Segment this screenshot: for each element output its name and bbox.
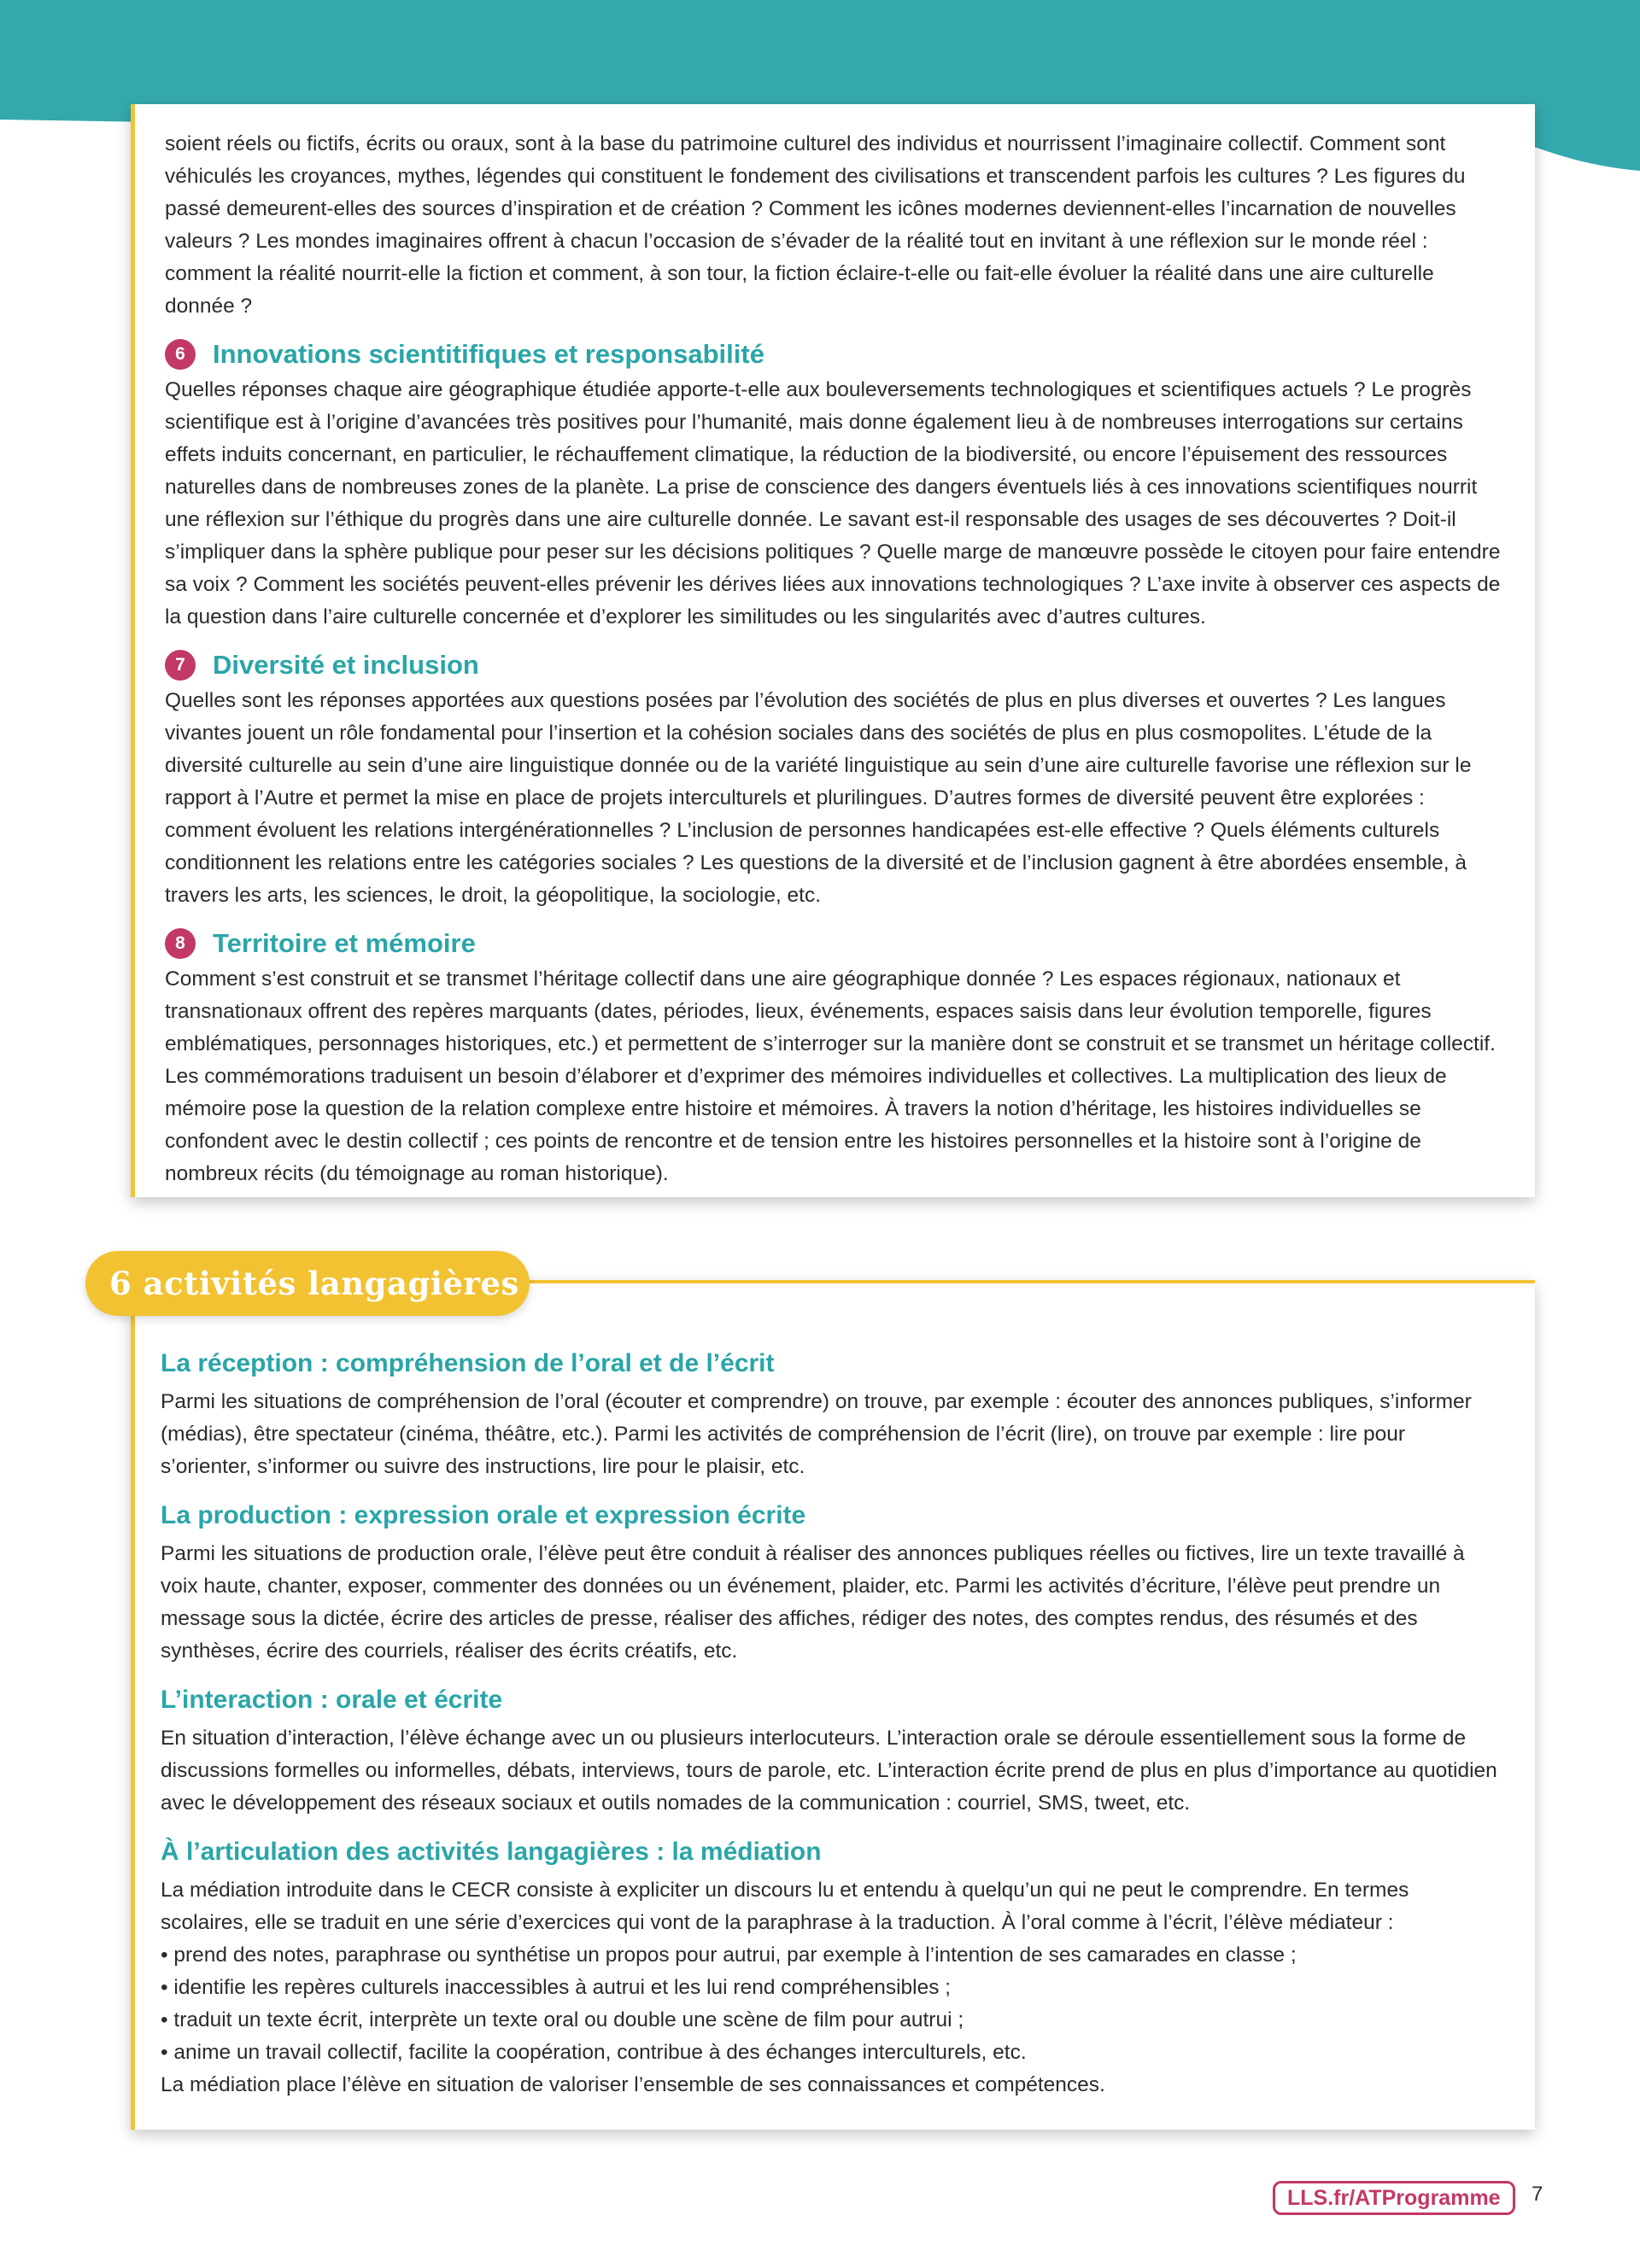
axis-intro-text: soient réels ou fictifs, écrits ou oraux, sont à la base du patrimoine culturel des individus et nourrissent l’imaginaire collectif. Comment sont véhiculés les croyances, mythes, légendes qui constituent le fondement des civilisations et transcendent parfois les cultures ? Les figures du passé demeurent-elles des sources d’inspiration et de création ? Comment les icônes modernes deviennent-elles l’incarnation de nouvelles valeurs ? Les mondes imaginaires offrent à chacun l’occasion de s’évader de la réalité tout en invitant à une réflexion sur le monde réel : comment la réalité nourrit-elle la fiction et comment, à son tour, la fiction éclaire-t-elle ou fait-elle évoluer la réalité dans une aire culturelle donnée ? bbox=[165, 132, 1466, 318]
page-number: 7 bbox=[1532, 2183, 1543, 2206]
axis-section-6 bbox=[165, 335, 1501, 634]
axis-section-title: Innovations scientitifiques et responsabilité bbox=[213, 339, 764, 369]
axis-section-text: Quelles sont les réponses apportées aux questions posées par l’évolution des sociétés de plus en plus diverses et ouvertes ? Les langues vivantes jouent un rôle fondamental pour l’insertion et la cohésion sociales dans des sociétés de plus en plus cosmopolites. L’étude de la diversité culturelle au sein d’une aire linguistique donnée ou de la variété linguistique au sein d’une aire culturelle favorise une réflexion sur le rapport à l’Autre et permet la mise en place de projets interculturels et plurilingues. D’autres formes de diversité peuvent être explorées : comment évoluent les relations intergénérationnelles ? L’inclusion de personnes handicapées est-elle effective ? Quels éléments culturels conditionnent les relations entre les catégories sociales ? Les questions de la diversité et de l’inclusion gagnent à être abordées ensemble, à travers les arts, les sciences, le droit, la géopolitique, la sociologie, etc. bbox=[165, 689, 1472, 907]
section-tab-label: 6 activités langagières bbox=[109, 1265, 519, 1302]
activity-interaction bbox=[161, 1681, 1501, 1820]
axis-section-title: Territoire et mémoire bbox=[213, 928, 476, 958]
activity-text: En situation d’interaction, l’élève échange avec un ou plusieurs interlocuteurs. L’interaction orale se déroule essentiellement sous la forme de discussions formelles ou informelles, débats, interviews, tours de parole, etc. L’interaction écrite prend de plus en plus d’importance au quotidien avec le développement des réseaux sociaux et outils nomades de la communication : courriel, SMS, tweet, etc. bbox=[161, 1727, 1497, 1815]
axis-section-header bbox=[165, 924, 1501, 963]
axis-section-text: Comment s’est construit et se transmet l’héritage collectif dans une aire géographique donnée ? Les espaces régionaux, nationaux et transnationaux offrent des repères marquants (dates, périodes, lieux, événements, espaces saisis dans leur évolution temporelle, figures emblématiques, personnages historiques, etc.) et permettent de s’interroger sur la manière dont se construit et se transmet un héritage collectif. Les commémorations traduisent un besoin d’élaborer et d’exprimer des mémoires individuelles et collectives. La multiplication des lieux de mémoire pose la question de la relation complexe entre histoire et mémoires. À travers la notion d’héritage, les histoires individuelles se confondent avec le destin collectif ; ces points de rencontre et de tension entre les histoires personnelles et la histoire sont à l’origine de nombreux récits (du témoignage au roman historique). bbox=[165, 967, 1496, 1185]
mediation-intro: La médiation introduite dans le CECR consiste à expliciter un discours lu et entendu à quelqu’un qui ne peut le comprendre. En termes scolaires, elle se traduit en une série d’exercices qui vont de la paraphrase à la traduction. À l’oral comme à l’écrit, l’élève médiateur : bbox=[161, 1879, 1409, 1934]
activity-title: À l’articulation des activités langagières : la médiation bbox=[161, 1838, 822, 1866]
list-item: • anime un travail collectif, facilite la coopération, contribue à des échanges interculturels, etc. bbox=[161, 2037, 1501, 2069]
list-item: • identifie les repères culturels inaccessibles à autrui et les lui rend compréhensibles ; bbox=[161, 1972, 1501, 2004]
mediation-conclusion: La médiation place l’élève en situation de valoriser l’ensemble de ses connaissances et compétences. bbox=[161, 2073, 1105, 2096]
axis-section-8 bbox=[165, 924, 1501, 1190]
mediation-bullet-list bbox=[161, 1939, 1501, 2069]
activities-card bbox=[131, 1280, 1535, 2130]
axes-card bbox=[131, 104, 1535, 1197]
activity-title: La réception : compréhension de l’oral et de l’écrit bbox=[161, 1349, 775, 1377]
section-tab bbox=[85, 1251, 530, 1316]
axis-number-badge: 7 bbox=[165, 650, 196, 681]
axis-section-header bbox=[165, 335, 1501, 374]
activity-text: Parmi les situations de compréhension de l’oral (écouter et comprendre) on trouve, par exemple : écouter des annonces publiques, s’informer (médias), être spectateur (cinéma, théâtre, etc.). Parmi les activités de compréhension de l’écrit (lire), on trouve par exemple : lire pour s’orienter, s’informer ou suivre des instructions, lire pour le plaisir, etc. bbox=[161, 1390, 1472, 1478]
list-item: • prend des notes, paraphrase ou synthétise un propos pour autrui, par exemple à l’intention de ses camarades en classe ; bbox=[161, 1939, 1501, 1972]
axis-number-badge: 8 bbox=[165, 928, 196, 959]
activity-mediation bbox=[161, 1833, 1501, 2101]
footer-link[interactable]: LLS.fr/ATProgramme bbox=[1273, 2181, 1515, 2215]
axis-section-header bbox=[165, 646, 1501, 685]
axis-number-badge: 6 bbox=[165, 339, 196, 370]
axis-section-7 bbox=[165, 646, 1501, 912]
axis-section-title: Diversité et inclusion bbox=[213, 650, 479, 680]
activity-title: La production : expression orale et expression écrite bbox=[161, 1501, 806, 1529]
activity-reception bbox=[161, 1345, 1501, 1483]
activity-production bbox=[161, 1497, 1501, 1668]
list-item: • traduit un texte écrit, interprète un texte oral ou double une scène de film pour autrui ; bbox=[161, 2004, 1501, 2037]
activity-title: L’interaction : orale et écrite bbox=[161, 1686, 503, 1714]
activity-text: Parmi les situations de production orale, l’élève peut être conduit à réaliser des annonces publiques réelles ou fictives, lire un texte travaillé à voix haute, chanter, exposer, commenter des données ou un événement, plaider, etc. Parmi les activités d’écriture, l’élève peut prendre un message sous la dictée, écrire des articles de presse, réaliser des affiches, rédiger des notes, des comptes rendus, des résumés et des synthèses, écrire des courriels, réaliser des écrits créatifs, etc. bbox=[161, 1542, 1465, 1663]
axis-section-text: Quelles réponses chaque aire géographique étudiée apporte-t-elle aux bouleversements technologiques et scientifiques actuels ? Le progrès scientifique est à l’origine d’avancées très positives pour l’humanité, mais donne également lieu à de nombreuses interrogations sur certains effets induits concernant, en particulier, le réchauffement climatique, la réduction de la biodiversité, ou encore l’épuisement des ressources naturelles dans de nombreuses zones de la planète. La prise de conscience des dangers éventuels liés à ces innovations scientifiques nourrit une réflexion sur l’éthique du progrès dans une aire culturelle donnée. Le savant est-il responsable des usages de ses découvertes ? Doit-il s’impliquer dans la sphère publique pour peser sur les décisions politiques ? Quelle marge de manœuvre possède le citoyen pour faire entendre sa voix ? Comment les sociétés peuvent-elles prévenir les dérives liées aux innovations technologiques ? L’axe invite à observer ces aspects de la question dans l’aire culturelle concernée et d’explorer les similitudes ou les singularités avec d’autres cultures. bbox=[165, 378, 1501, 628]
